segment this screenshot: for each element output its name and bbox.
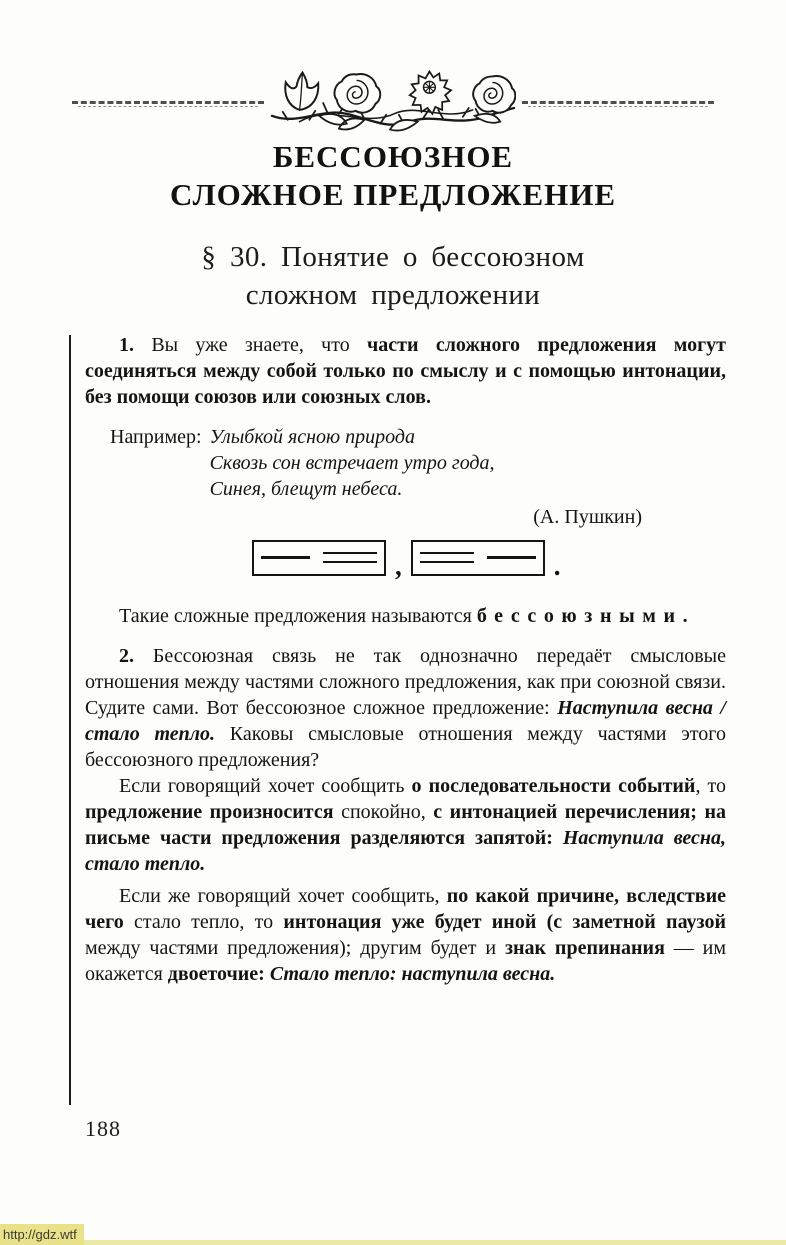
- verse: [210, 424, 495, 502]
- verse-line: Сквозь сон встречает утро года,: [209, 452, 495, 474]
- sentence-schema: [252, 538, 726, 581]
- chapter-title-line1: БЕССОЮЗНОЕ: [272, 139, 514, 174]
- scratch-line-right: [522, 99, 714, 109]
- clause-box: [411, 540, 545, 576]
- subject-line: [261, 556, 310, 559]
- verse-line: Синея, блещут небеса.: [209, 478, 403, 500]
- example-label: Например:: [110, 426, 202, 448]
- header-ornament-row: [0, 68, 786, 140]
- section-heading: [0, 238, 786, 314]
- paragraph-2: 2. Бессоюзная связь не так однозначно передаёт смысловые отношения между частями сложного предложения, как при союзной связи. Судите сами. Вот бессоюзное сложное предложение: Наступила весна / стало тепло. Каковы смысловые отношения между частями этого бессоюзного предложения?: [85, 645, 726, 771]
- paragraph-terms: Такие сложные предложения называются бессоюзными.: [119, 605, 696, 627]
- scratch-line-left: [72, 99, 264, 109]
- comma-separator: ,: [395, 550, 402, 581]
- predicate-line: [420, 552, 474, 563]
- example-block: [110, 424, 726, 502]
- paragraph-3: Если говорящий хочет сообщить о последовательности событий, то предложение произносится спокойно, с интонацией перечисления; на письме части предложения разделяются запятой: Наступила весна, стало тепло.: [85, 775, 727, 875]
- period-terminator: .: [553, 550, 561, 581]
- verse-line: Улыбкой ясною природа: [209, 426, 415, 448]
- section-heading-line2: сложном предложении: [245, 279, 541, 311]
- paragraph-1: 1. Вы уже знаете, что части сложного предложения могут соединяться между собой только по смыслу и с помощью интонации, без помощи союзов или союзных слов.: [85, 334, 727, 408]
- verse-attribution: (А. Пушкин): [533, 506, 642, 528]
- clause-box: [252, 540, 386, 576]
- rose-garland-ornament-icon: [270, 70, 516, 138]
- body-text: [85, 332, 726, 987]
- chapter-title-line2: СЛОЖНОЕ ПРЕДЛОЖЕНИЕ: [169, 177, 617, 212]
- predicate-line: [323, 552, 377, 563]
- subject-line: [487, 556, 536, 559]
- watermark: http://gdz.wtf: [0, 1224, 84, 1245]
- page-number: 188: [85, 1116, 121, 1141]
- paragraph-4: Если же говорящий хочет сообщить, по какой причине, вследствие чего стало тепло, то интонация уже будет иной (с заметной паузой между частями предложения); другим будет и знак препинания — им окажется двоеточие: Стало тепло: наступила весна.: [85, 885, 726, 985]
- bottom-strip: [0, 1240, 786, 1245]
- chapter-title: [0, 138, 786, 214]
- section-heading-line1: § 30. Понятие о бессоюзном: [201, 241, 585, 273]
- left-margin-rule: [69, 335, 71, 1105]
